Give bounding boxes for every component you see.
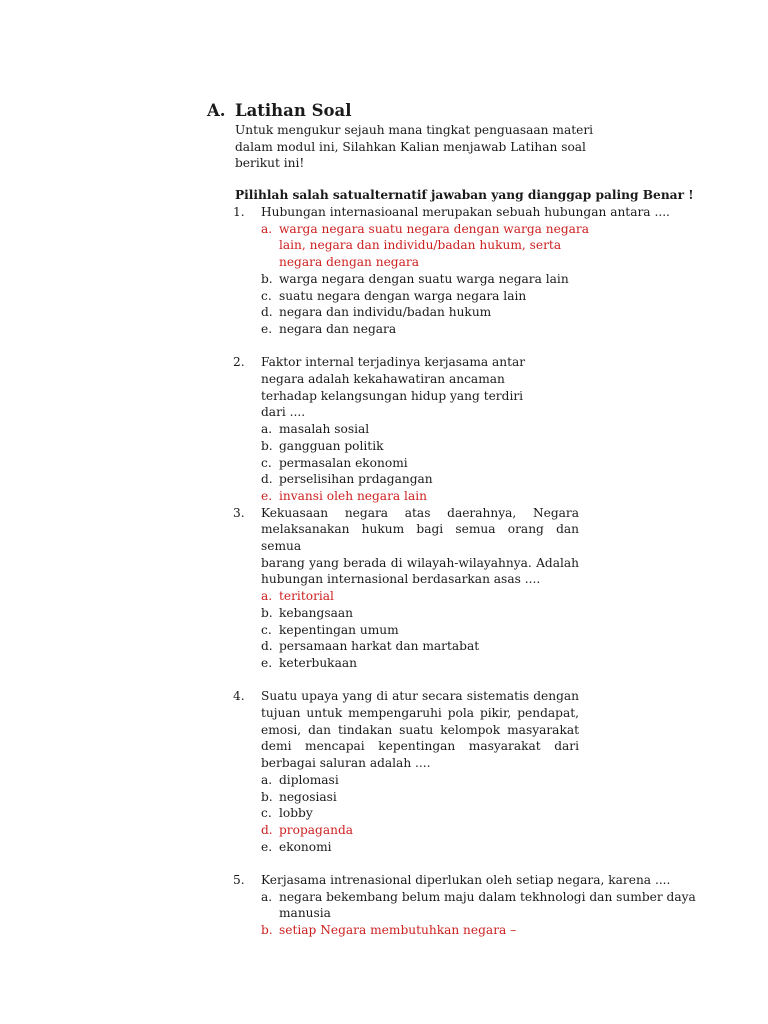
option-letter: c. [261,622,272,637]
question-text-line: Faktor internal terjadinya kerjasama antar [261,355,526,370]
option-text [279,605,583,622]
option-letter: d. [261,472,273,487]
question-number: 3. [233,505,245,520]
option-text [279,655,583,672]
answer-option [261,288,583,305]
option-letter: c. [261,806,272,821]
answer-option [261,805,583,822]
question-text [261,354,583,421]
option-text-line: lain, negara dan individu/badan hukum, serta [279,238,562,253]
option-text-line: kepentingan umum [279,622,399,637]
intro-line: dalam modul ini, Silahkan Kalian menjawab Latihan soal [235,139,586,154]
question-text-line: dari .... [261,405,306,420]
answer-option-correct [261,488,583,505]
answer-option [261,622,583,639]
option-text [279,772,583,789]
answer-option [261,889,696,922]
question-spacer [233,672,583,689]
answer-option [261,839,583,856]
option-letter: e. [261,321,273,336]
option-letter: b. [261,438,273,453]
option-text-line: keterbukaan [279,655,357,670]
answer-option-correct [261,588,583,605]
option-text-line: teritorial [279,589,334,604]
option-letter: e. [261,839,273,854]
question-item [233,688,583,855]
option-text-line: suatu negara dengan warga negara lain [279,288,527,303]
option-text [279,271,583,288]
question-item [233,505,583,672]
option-list [261,588,583,672]
question-text-line: Kerjasama intrenasional diperlukan oleh setiap negara, karena .... [261,873,671,888]
answer-option [261,438,583,455]
answer-option [261,304,583,321]
question-list [233,204,696,939]
option-letter: d. [261,822,273,837]
option-text [279,438,583,455]
question-text-line: emosi, dan tindakan suatu kelompok masyarakat [261,722,579,737]
option-text-line: negara dan negara [279,321,397,336]
answer-option-correct [261,221,589,271]
option-text [279,471,583,488]
option-text-line: negara dan individu/badan hukum [279,305,492,320]
option-letter: b. [261,923,273,938]
answer-option [261,321,583,338]
question-number: 5. [233,873,245,888]
question-text-line: tujuan untuk mempengaruhi pola pikir, pendapat, [261,706,579,721]
section-title: Latihan Soal [235,101,352,120]
option-list [261,221,589,338]
option-text [279,304,583,321]
option-text-line: lobby [279,806,313,821]
option-letter: e. [261,488,273,503]
option-list [261,421,583,505]
option-text-line: warga negara dengan suatu warga negara lain [279,271,569,286]
intro-line: berikut ini! [235,156,305,171]
option-text [279,789,583,806]
option-text-line: kebangsaan [279,605,353,620]
option-letter: a. [261,221,273,236]
answer-option [261,421,583,438]
option-list [261,889,696,939]
option-letter: b. [261,789,273,804]
option-text-line: invansi oleh negara lain [279,488,427,503]
option-letter: e. [261,655,273,670]
question-number: 2. [233,355,245,370]
question-text-line: demi mencapai kepentingan masyarakat dari [261,739,579,754]
intro-paragraph [235,122,595,172]
option-letter: c. [261,288,272,303]
option-text-line: perselisihan prdagangan [279,472,433,487]
option-letter: a. [261,422,273,437]
section-heading [207,100,352,122]
option-text [279,622,583,639]
option-text-line: permasalan ekonomi [279,455,408,470]
answer-option [261,638,583,655]
question-text-line: Hubungan internasioanal merupakan sebuah hubungan antara .... [261,205,670,219]
option-text-line: ekonomi [279,839,332,854]
question-number: 1. [233,205,245,219]
option-text-line: masalah sosial [279,422,370,437]
option-text [279,889,696,922]
intro-line: Untuk mengukur sejauh mana tingkat penguasaan materi [235,123,594,137]
option-letter: d. [261,639,273,654]
question-number: 4. [233,689,245,704]
answer-option-correct [261,822,583,839]
option-text-line: negara bekembang belum maju dalam tekhnologi dan sumber daya [279,889,696,904]
option-text [279,488,583,505]
option-letter: a. [261,889,273,904]
question-item [233,204,670,338]
option-text [279,805,583,822]
question-item [233,354,583,504]
question-text-line: hubungan internasional berdasarkan asas .... [261,572,541,587]
option-text-line: setiap Negara membutuhkan negara – [279,923,517,938]
answer-option [261,789,583,806]
option-text [279,922,583,939]
answer-option [261,655,583,672]
section-letter: A. [207,101,226,120]
option-text [279,588,583,605]
question-text-line: Suatu upaya yang di atur secara sistematis dengan [261,689,579,704]
question-text-line: berbagai saluran adalah .... [261,756,431,771]
question-text-line: melaksanakan hukum bagi semua orang dan semua [261,522,579,554]
option-text-line: diplomasi [279,772,339,787]
option-text-line: persamaan harkat dan martabat [279,639,480,654]
option-text [279,455,583,472]
question-text-line: barang yang berada di wilayah-wilayahnya. Adalah [261,555,579,570]
answer-option [261,455,583,472]
option-text-line: warga negara suatu negara dengan warga negara [279,221,589,236]
instruction-text: Pilihlah salah satualternatif jawaban yang dianggap paling Benar ! [235,188,694,202]
option-letter: b. [261,605,273,620]
option-list [261,772,583,856]
question-text [261,204,670,221]
option-text [279,221,589,271]
question-spacer [233,855,583,872]
option-text-line: propaganda [279,822,354,837]
option-text [279,421,583,438]
option-letter: b. [261,271,273,286]
answer-option [261,471,583,488]
option-text [279,321,583,338]
answer-option [261,605,583,622]
question-text-line: Kekuasaan negara atas daerahnya, Negara [261,505,579,520]
option-letter: c. [261,455,272,470]
question-item [233,872,696,939]
answer-option [261,772,583,789]
option-text-line: manusia [279,906,331,921]
option-letter: a. [261,772,273,787]
option-text [279,822,583,839]
question-text [261,688,583,772]
answer-option-correct [261,922,583,939]
question-text [261,505,583,589]
option-letter: d. [261,305,273,320]
option-text-line: negosiasi [279,789,337,804]
option-text [279,638,583,655]
option-text [279,839,583,856]
option-letter: a. [261,589,273,604]
question-text [261,872,671,889]
option-text [279,288,583,305]
option-text-line: negara dengan negara [279,255,419,270]
question-text-line: negara adalah kekahawatiran ancaman [261,372,505,387]
answer-option [261,271,583,288]
question-text-line: terhadap kelangsungan hidup yang terdiri [261,388,524,403]
question-spacer [233,338,583,355]
option-text-line: gangguan politik [279,438,384,453]
